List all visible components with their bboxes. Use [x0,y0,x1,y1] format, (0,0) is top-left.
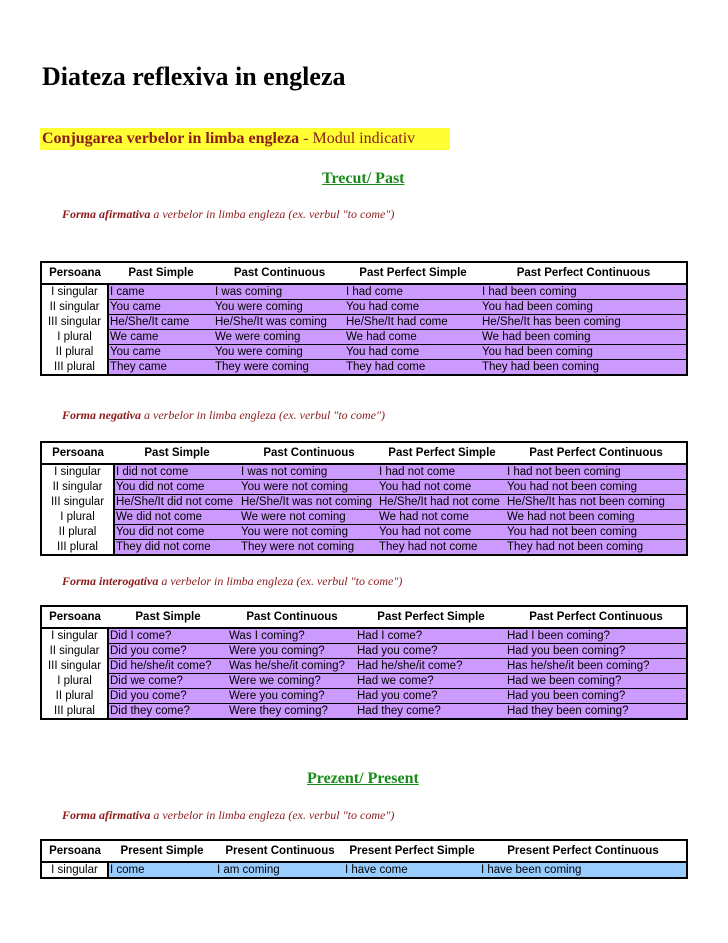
conjugation-cell: Were we coming? [228,674,356,689]
conjugation-cell: Had we been coming? [506,674,687,689]
conjugation-cell: We had been coming [481,330,687,345]
conjugation-cell: Did we come? [108,674,228,689]
column-header: Past Perfect Continuous [481,262,687,284]
conjugation-cell: I had come [345,284,481,300]
form-interrogative-label [62,574,402,589]
table-past-interrogative [40,605,688,720]
conjugation-cell: We did not come [114,510,240,525]
conjugation-cell: They were not coming [240,540,378,556]
conjugation-cell: We were not coming [240,510,378,525]
person-cell: II plural [41,345,108,360]
table-row [41,300,687,315]
table-row [41,525,687,540]
conjugation-cell: You came [108,345,214,360]
column-header: Past Simple [114,442,240,464]
column-header: Past Continuous [214,262,345,284]
conjugation-cell: I had not come [378,464,506,480]
conjugation-cell: You had not been coming [506,525,687,540]
conjugation-cell: You had been coming [481,300,687,315]
form-neg-rest: a verbelor in limba engleza (ex. verbul "to come") [141,408,386,422]
table-row [41,510,687,525]
conjugation-cell: Had he/she/it come? [356,659,506,674]
conjugation-cell: We came [108,330,214,345]
conjugation-cell: Were they coming? [228,704,356,720]
column-header: Past Perfect Simple [378,442,506,464]
conjugation-cell: He/She/It was not coming [240,495,378,510]
table-row [41,862,687,878]
conjugation-cell: He/She/It has been coming [481,315,687,330]
conjugation-cell: We had come [345,330,481,345]
conjugation-cell: You were coming [214,300,345,315]
table-row [41,704,687,720]
conjugation-cell: I had not been coming [506,464,687,480]
conjugation-cell: Was I coming? [228,628,356,644]
column-header: Past Simple [108,606,228,628]
person-cell: III plural [41,540,114,556]
table-row [41,540,687,556]
column-header: Past Perfect Continuous [506,606,687,628]
conjugation-cell: They came [108,360,214,376]
conjugation-cell: He/She/It had not come [378,495,506,510]
conjugation-cell: They did not come [114,540,240,556]
table-row [41,644,687,659]
person-cell: I plural [41,330,108,345]
conjugation-cell: Were you coming? [228,644,356,659]
conjugation-cell: You had come [345,300,481,315]
form-aff-name: Forma afirmativa [62,207,151,221]
person-cell: I singular [41,862,108,878]
conjugation-cell: I have been coming [480,862,687,878]
table-row [41,495,687,510]
column-header: Present Continuous [216,840,344,862]
conjugation-cell: You came [108,300,214,315]
form-aff-rest: a verbelor in limba engleza (ex. verbul "to come") [150,207,395,221]
table-header-row [41,442,687,464]
table-row [41,330,687,345]
conjugation-cell: Did they come? [108,704,228,720]
form-affirmative-label [62,207,394,222]
table-row [41,315,687,330]
column-header: Past Perfect Continuous [506,442,687,464]
subtitle-bar [40,128,450,150]
table-row [41,689,687,704]
person-cell: II singular [41,644,108,659]
conjugation-cell: I was not coming [240,464,378,480]
conjugation-cell: We had not come [378,510,506,525]
conjugation-cell: Had I come? [356,628,506,644]
form-neg-name: Forma negativa [62,408,142,422]
conjugation-cell: You were not coming [240,525,378,540]
form-present-affirmative-label [62,808,394,823]
conjugation-cell: Had we come? [356,674,506,689]
table-row [41,480,687,495]
conjugation-cell: He/She/It came [108,315,214,330]
column-header: Persoana [41,840,108,862]
conjugation-cell: Has he/she/it been coming? [506,659,687,674]
person-cell: III singular [41,315,108,330]
conjugation-cell: I came [108,284,214,300]
section-past: Trecut/ Past [322,170,405,187]
conjugation-cell: We had not been coming [506,510,687,525]
column-header: Persoana [41,442,114,464]
column-header: Persoana [41,262,108,284]
column-header: Past Continuous [240,442,378,464]
table-past-affirmative [40,261,688,376]
conjugation-cell: I had been coming [481,284,687,300]
person-cell: II plural [41,689,108,704]
conjugation-cell: You did not come [114,525,240,540]
form-int-name: Forma interogativa [62,574,159,588]
conjugation-cell: He/She/It had come [345,315,481,330]
conjugation-cell: They had been coming [481,360,687,376]
conjugation-cell: I have come [344,862,480,878]
conjugation-cell: You did not come [114,480,240,495]
conjugation-cell: I come [108,862,216,878]
person-cell: II singular [41,300,108,315]
form-pres-aff-name: Forma afirmativa [62,808,151,822]
conjugation-cell: You had not been coming [506,480,687,495]
conjugation-cell: They had come [345,360,481,376]
table-header-row [41,840,687,862]
section-present: Prezent/ Present [307,770,419,787]
conjugation-cell: He/She/It has not been coming [506,495,687,510]
conjugation-cell: Had you come? [356,689,506,704]
conjugation-cell: Did I come? [108,628,228,644]
conjugation-cell: Did you come? [108,644,228,659]
form-pres-aff-rest: a verbelor in limba engleza (ex. verbul "to come") [150,808,395,822]
person-cell: II singular [41,480,114,495]
conjugation-cell: Had you been coming? [506,689,687,704]
table-past-negative [40,441,688,556]
conjugation-cell: Had they been coming? [506,704,687,720]
person-cell: I singular [41,628,108,644]
conjugation-cell: You had not come [378,480,506,495]
conjugation-cell: Did he/she/it come? [108,659,228,674]
table-row [41,345,687,360]
person-cell: I plural [41,510,114,525]
person-cell: III singular [41,495,114,510]
conjugation-cell: You had been coming [481,345,687,360]
person-cell: III plural [41,704,108,720]
page-title: Diateza reflexiva in engleza [42,62,346,91]
person-cell: I singular [41,464,114,480]
table-row [41,464,687,480]
conjugation-cell: You had not come [378,525,506,540]
conjugation-cell: He/She/It did not come [114,495,240,510]
column-header: Present Perfect Continuous [480,840,687,862]
conjugation-cell: Was he/she/it coming? [228,659,356,674]
column-header: Persoana [41,606,108,628]
conjugation-cell: I was coming [214,284,345,300]
column-header: Present Perfect Simple [344,840,480,862]
person-cell: I plural [41,674,108,689]
table-row [41,284,687,300]
conjugation-cell: Had you come? [356,644,506,659]
form-int-rest: a verbelor in limba engleza (ex. verbul "to come") [158,574,403,588]
subtitle-rest: Modul indicativ [312,130,416,147]
subtitle-main: Conjugarea verbelor in limba engleza [42,130,300,147]
column-header: Past Perfect Simple [356,606,506,628]
table-row [41,674,687,689]
conjugation-cell: Did you come? [108,689,228,704]
table-header-row [41,606,687,628]
conjugation-cell: They had not come [378,540,506,556]
conjugation-cell: Had I been coming? [506,628,687,644]
conjugation-cell: I am coming [216,862,344,878]
person-cell: I singular [41,284,108,300]
subtitle-sep: - [299,130,313,147]
conjugation-cell: You were not coming [240,480,378,495]
conjugation-cell: He/She/It was coming [214,315,345,330]
conjugation-cell: I did not come [114,464,240,480]
table-row [41,659,687,674]
table-header-row [41,262,687,284]
table-row [41,628,687,644]
table-present-affirmative [40,839,688,879]
table-row [41,360,687,376]
person-cell: III singular [41,659,108,674]
conjugation-cell: You had come [345,345,481,360]
form-negative-label [62,408,385,423]
person-cell: II plural [41,525,114,540]
person-cell: III plural [41,360,108,376]
conjugation-cell: You were coming [214,345,345,360]
conjugation-cell: They had not been coming [506,540,687,556]
conjugation-cell: Had you been coming? [506,644,687,659]
column-header: Past Continuous [228,606,356,628]
conjugation-cell: Were you coming? [228,689,356,704]
column-header: Present Simple [108,840,216,862]
column-header: Past Simple [108,262,214,284]
conjugation-cell: We were coming [214,330,345,345]
column-header: Past Perfect Simple [345,262,481,284]
conjugation-cell: Had they come? [356,704,506,720]
conjugation-cell: They were coming [214,360,345,376]
